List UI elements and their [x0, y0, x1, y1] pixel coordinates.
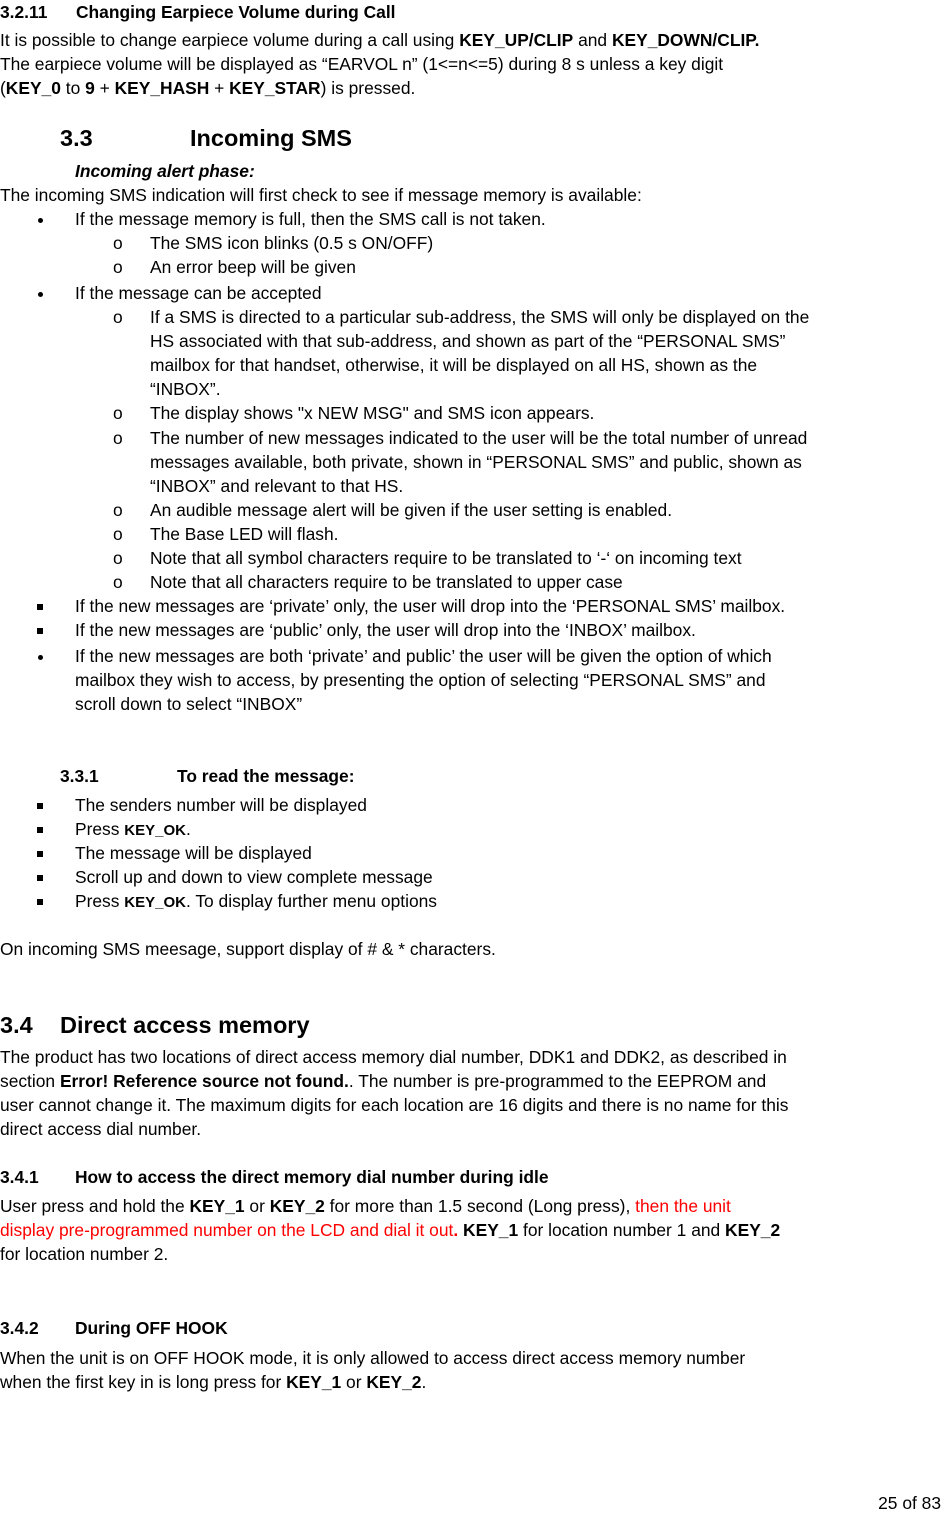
key-name: KEY_2	[269, 1196, 325, 1216]
list-item: An error beep will be given	[150, 257, 356, 277]
list-item-line: HS associated with that sub-address, and shown as part of the “PERSONAL SMS”	[150, 331, 786, 351]
list-item: The SMS icon blinks (0.5 s ON/OFF)	[150, 233, 434, 253]
text: and	[573, 30, 612, 50]
list-item-line: scroll down to select “INBOX”	[75, 694, 303, 714]
bullet-square-icon	[34, 793, 46, 817]
paragraph-line: The incoming SMS indication will first check to see if message memory is available:	[0, 185, 642, 205]
list-item	[75, 817, 191, 843]
sub-bullet-marker: o	[113, 428, 123, 448]
text: +	[94, 78, 115, 98]
text: Press	[75, 891, 125, 911]
sub-bullet-marker: o	[113, 257, 123, 277]
highlight-text: then the unit	[635, 1196, 731, 1216]
key-name: KEY_2	[725, 1220, 781, 1240]
list-item: If the new messages are ‘private’ only, the user will drop into the ‘PERSONAL SMS’ mailbox.	[75, 596, 786, 616]
bullet-square-icon	[34, 594, 46, 618]
sub-bullet-marker: o	[113, 500, 123, 520]
list-item: The message will be displayed	[75, 843, 312, 863]
sub-bullet-marker: o	[113, 403, 123, 423]
text: It is possible to change earpiece volume during a call using	[0, 30, 460, 50]
heading-number: 3.4.2	[0, 1318, 39, 1338]
key-name: KEY_1	[286, 1372, 342, 1392]
paragraph-line	[0, 1194, 731, 1218]
paragraph-line	[0, 28, 759, 52]
list-item: Scroll up and down to view complete message	[75, 867, 433, 887]
key-name: KEY_1	[189, 1196, 245, 1216]
paragraph-line: The product has two locations of direct access memory dial number, DDK1 and DDK2, as described in	[0, 1047, 787, 1067]
bullet-square-icon	[34, 618, 46, 642]
sub-bullet-marker: o	[113, 307, 123, 327]
text: or	[341, 1372, 367, 1392]
key-name: KEY_HASH	[114, 78, 210, 98]
heading-3-4-2	[0, 1316, 228, 1340]
list-item-line: “INBOX” and relevant to that HS.	[150, 476, 404, 496]
key-name: 9	[85, 78, 95, 98]
bullet-dot-icon	[34, 207, 46, 231]
list-item-line: messages available, both private, shown in “PERSONAL SMS” and public, shown as	[150, 452, 802, 472]
text: .	[185, 819, 191, 839]
text: Press	[75, 819, 125, 839]
key-name: KEY_OK	[124, 822, 186, 839]
highlight-text: .	[453, 1220, 459, 1240]
heading-number: 3.3	[60, 125, 93, 151]
text: +	[209, 78, 230, 98]
bullet-square-icon	[34, 817, 46, 841]
paragraph-line: user cannot change it. The maximum digits for each location are 16 digits and there is no name for this	[0, 1095, 789, 1115]
heading-title: Incoming SMS	[190, 125, 352, 151]
heading-number: 3.4	[0, 1012, 33, 1038]
heading-title: Changing Earpiece Volume during Call	[76, 2, 396, 22]
heading-title: Direct access memory	[60, 1012, 310, 1038]
paragraph-line: for location number 2.	[0, 1244, 169, 1264]
list-item: If the message memory is full, then the SMS call is not taken.	[75, 209, 546, 229]
text: for more than 1.5 second (Long press),	[324, 1196, 636, 1216]
text: when the first key in is long press for	[0, 1372, 287, 1392]
list-item-line: The number of new messages indicated to the user will be the total number of unread	[150, 428, 808, 448]
key-name: KEY_UP/CLIP	[459, 30, 574, 50]
key-name: KEY_STAR	[229, 78, 321, 98]
paragraph-line	[0, 76, 415, 100]
text: User press and hold the	[0, 1196, 190, 1216]
heading-title: During OFF HOOK	[75, 1318, 228, 1338]
list-item-line: If a SMS is directed to a particular sub-address, the SMS will only be displayed on the	[150, 307, 810, 327]
sub-bullet-marker: o	[113, 572, 123, 592]
paragraph-line: When the unit is on OFF HOOK mode, it is only allowed to access direct access memory number	[0, 1348, 746, 1368]
key-name: KEY_0	[5, 78, 61, 98]
text: section	[0, 1071, 60, 1091]
heading-3-4	[0, 1011, 310, 1039]
heading-3-3-1	[60, 764, 355, 788]
heading-3-4-1	[0, 1165, 549, 1189]
list-item: The display shows "x NEW MSG" and SMS icon appears.	[150, 403, 595, 423]
bullet-square-icon	[34, 865, 46, 889]
paragraph-line: On incoming SMS meesage, support display of # & * characters.	[0, 939, 496, 959]
paragraph-line	[0, 1218, 780, 1242]
bullet-square-icon	[34, 889, 46, 913]
bullet-dot-icon	[34, 281, 46, 305]
text: to	[60, 78, 86, 98]
heading-3-3	[60, 124, 352, 152]
key-name: KEY_OK	[124, 894, 186, 911]
key-name: KEY_1	[458, 1220, 519, 1240]
text: or	[244, 1196, 270, 1216]
paragraph-line: direct access dial number.	[0, 1119, 202, 1139]
text: ) is pressed.	[320, 78, 416, 98]
phase-label: Incoming alert phase:	[75, 161, 255, 181]
error-reference: Error! Reference source not found.	[59, 1071, 349, 1091]
list-item: If the new messages are ‘public’ only, the user will drop into the ‘INBOX’ mailbox.	[75, 620, 696, 640]
paragraph-line	[0, 1370, 426, 1394]
heading-title: To read the message:	[177, 766, 355, 786]
bullet-square-icon	[34, 841, 46, 865]
sub-bullet-marker: o	[113, 548, 123, 568]
list-item-line: mailbox for that handset, otherwise, it will be displayed on all HS, shown as the	[150, 355, 758, 375]
list-item: Note that all symbol characters require to be translated to ‘-‘ on incoming text	[150, 548, 742, 568]
list-item: The senders number will be displayed	[75, 795, 367, 815]
sub-bullet-marker: o	[113, 233, 123, 253]
list-item: If the message can be accepted	[75, 283, 322, 303]
list-item-line: “INBOX”.	[150, 379, 221, 399]
page-number: 25 of 83	[878, 1493, 941, 1513]
key-name: KEY_2	[366, 1372, 422, 1392]
text: (	[0, 78, 6, 98]
heading-title: How to access the direct memory dial number during idle	[75, 1167, 549, 1187]
list-item: The Base LED will flash.	[150, 524, 339, 544]
text: for location number 1 and	[518, 1220, 726, 1240]
heading-number: 3.2.11	[0, 2, 48, 22]
list-item-line: mailbox they wish to access, by presenting the option of selecting “PERSONAL SMS” and	[75, 670, 766, 690]
heading-number: 3.4.1	[0, 1167, 39, 1187]
bullet-dot-icon	[34, 644, 46, 668]
highlight-text: display pre-programmed number on the LCD and dial it out	[0, 1220, 454, 1240]
paragraph-line	[0, 1069, 766, 1093]
list-item-line: If the new messages are both ‘private’ and public’ the user will be given the option of which	[75, 646, 772, 666]
heading-3-2-11	[0, 0, 396, 24]
list-item: An audible message alert will be given if the user setting is enabled.	[150, 500, 673, 520]
paragraph-line: The earpiece volume will be displayed as “EARVOL n” (1<=n<=5) during 8 s unless a key digit	[0, 54, 724, 74]
text: . The number is pre-programmed to the EEPROM and	[348, 1071, 767, 1091]
sub-bullet-marker: o	[113, 524, 123, 544]
text: .	[421, 1372, 427, 1392]
list-item	[75, 889, 437, 915]
key-name: KEY_DOWN/CLIP.	[611, 30, 760, 50]
heading-number: 3.3.1	[60, 766, 99, 786]
text: . To display further menu options	[185, 891, 438, 911]
list-item: Note that all characters require to be translated to upper case	[150, 572, 623, 592]
